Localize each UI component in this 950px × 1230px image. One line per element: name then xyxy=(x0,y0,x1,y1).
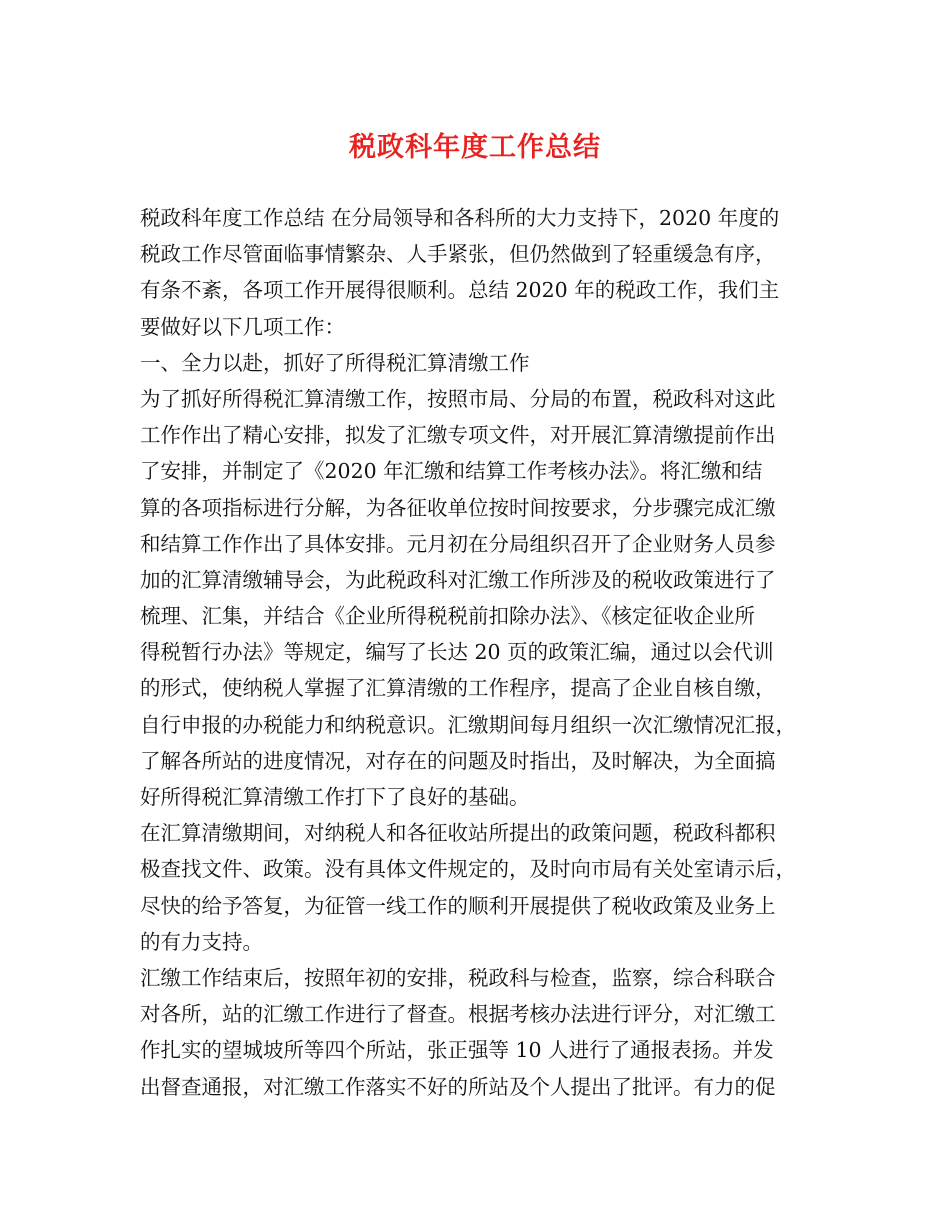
paragraph-line: 的形式，使纳税人掌握了汇算清缴的工作程序，提高了企业自核自缴， xyxy=(140,676,776,701)
paragraph-line: 极查找文件、政策。没有具体文件规定的，及时向市局有关处室请示后， xyxy=(140,857,796,882)
paragraph-line: 有条不紊，各项工作开展得很顺利。总结 2020 年的税政工作，我们主 xyxy=(140,278,780,303)
paragraph-line: 了解各所站的进度情况，对存在的问题及时指出，及时解决，为全面搞 xyxy=(140,748,776,773)
paragraph-line: 和结算工作作出了具体安排。元月初在分局组织召开了企业财务人员参 xyxy=(140,531,776,556)
paragraph-line: 工作作出了精心安排，拟发了汇缴专项文件，对开展汇算清缴提前作出 xyxy=(140,423,776,448)
paragraph-line: 梳理、汇集，并结合《企业所得税税前扣除办法》、《核定征收企业所 xyxy=(140,604,755,629)
paragraph-line: 的有力支持。 xyxy=(140,929,263,954)
paragraph-line: 加的汇算清缴辅导会，为此税政科对汇缴工作所涉及的税收政策进行了 xyxy=(140,567,776,592)
paragraph-line: 要做好以下几项工作： xyxy=(140,314,345,339)
paragraph-line: 了安排，并制定了《2020 年汇缴和结算工作考核办法》。将汇缴和结 xyxy=(140,459,763,484)
paragraph-line: 税政科年度工作总结 在分局领导和各科所的大力支持下，2020 年度的 xyxy=(140,206,780,230)
paragraph-line: 汇缴工作结束后，按照年初的安排，税政科与检查，监察，综合科联合 xyxy=(140,965,776,990)
paragraph-line: 自行申报的办税能力和纳税意识。汇缴期间每月组织一次汇缴情况汇报， xyxy=(140,712,796,737)
paragraph-line: 算的各项指标进行分解，为各征收单位按时间按要求，分步骤完成汇缴 xyxy=(140,495,776,520)
paragraph-line: 在汇算清缴期间，对纳税人和各征收站所提出的政策问题，税政科都积 xyxy=(140,821,776,846)
document-title: 税政科年度工作总结 xyxy=(349,132,601,163)
section-heading: 一、全力以赴，抓好了所得税汇算清缴工作 xyxy=(140,350,530,375)
paragraph-line: 得税暂行办法》等规定，编写了长达 20 页的政策汇编，通过以会代训 xyxy=(140,640,774,665)
paragraph-line: 作扎实的望城坡所等四个所站，张正强等 10 人进行了通报表扬。并发 xyxy=(140,1038,774,1063)
document-body xyxy=(140,200,830,1105)
paragraph-line: 好所得税汇算清缴工作打下了良好的基础。 xyxy=(140,785,530,809)
paragraph-line: 出督查通报，对汇缴工作落实不好的所站及个人提出了批评。有力的促 xyxy=(140,1074,776,1099)
paragraph-line: 为了抓好所得税汇算清缴工作，按照市局、分局的布置，税政科对这此 xyxy=(140,386,776,411)
paragraph-line: 税政工作尽管面临事情繁杂、人手紧张，但仍然做到了轻重缓急有序， xyxy=(140,242,776,267)
paragraph-line: 对各所，站的汇缴工作进行了督查。根据考核办法进行评分，对汇缴工 xyxy=(140,1002,776,1027)
paragraph-line: 尽快的给予答复，为征管一线工作的顺利开展提供了税收政策及业务上 xyxy=(140,893,776,918)
